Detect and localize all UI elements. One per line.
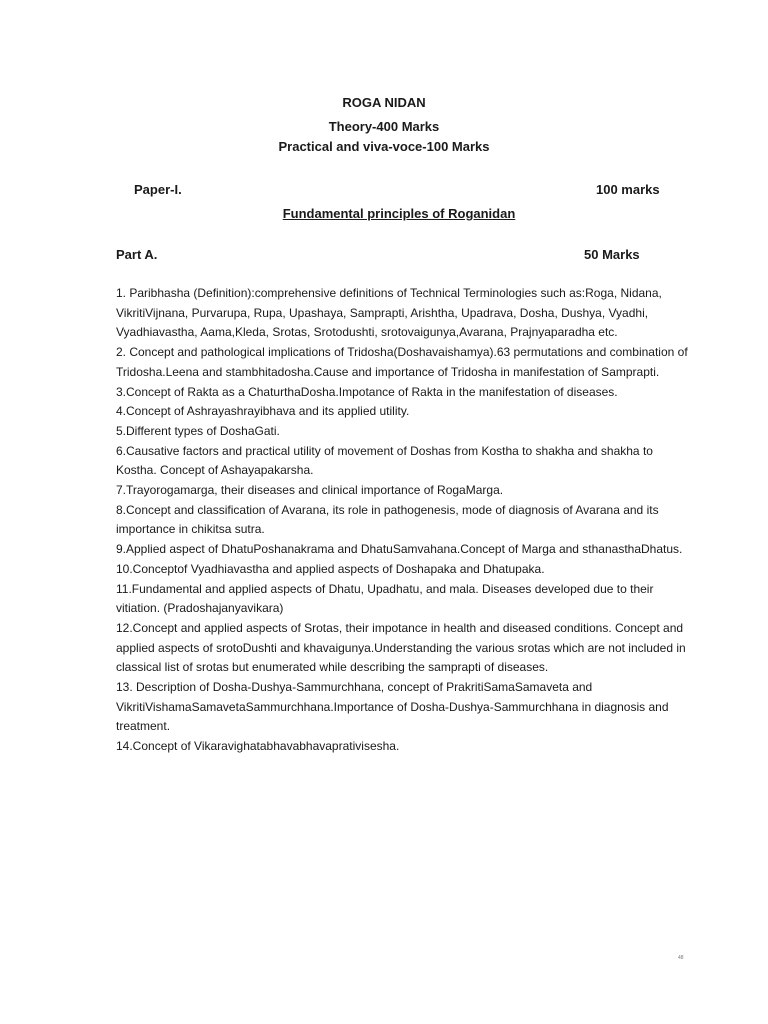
part-marks: 50 Marks xyxy=(584,247,640,262)
paper-label: Paper-I. xyxy=(134,182,182,197)
paper-marks: 100 marks xyxy=(596,182,660,197)
list-item: 3.Concept of Rakta as a ChaturthaDosha.Impotance of Rakta in the manifestation of diseases. xyxy=(116,384,618,399)
syllabus-list xyxy=(116,284,696,757)
list-item: 9.Applied aspect of DhatuPoshanakrama and DhatuSamvahana.Concept of Marga and sthanasthaDhatus. xyxy=(116,542,683,557)
list-item: 2. Concept and pathological implications of Tridosha(Doshavaishamya).63 permutations and combination of Tridosha.Leena and stambhitadosha.Cause and importance of Tridosha in manifestation of Samprapti. xyxy=(116,345,688,379)
list-item: 4.Concept of Ashrayashrayibhava and its applied utility. xyxy=(116,404,410,419)
list-item: 7.Trayorogamarga, their diseases and clinical importance of RogaMarga. xyxy=(116,483,504,498)
part-label: Part A. xyxy=(116,247,158,262)
section-heading: Fundamental principles of Roganidan xyxy=(282,206,516,221)
theory-marks-line: Theory-400 Marks xyxy=(328,119,440,134)
page-number: 48 xyxy=(678,955,684,961)
practical-marks-line: Practical and viva-voce-100 Marks xyxy=(278,139,490,154)
list-item: 5.Different types of DoshaGati. xyxy=(116,423,280,438)
list-item: 12.Concept and applied aspects of Srotas, their impotance in health and diseased conditions. Concept and applied aspects of srotoDushti and khavaigunya.Understanding the various srotas which are not included in classical list of srotas but enumerated while describing the samprapti of diseases. xyxy=(116,620,686,675)
list-item: 13. Description of Dosha-Dushya-Sammurchhana, concept of PrakritiSamaSamaveta and VikritiVishamaSamavetaSammurchhana.Importance of Dosha-Dushya-Sammurchhana in diagnosis and treatment. xyxy=(116,680,669,734)
list-item: 11.Fundamental and applied aspects of Dhatu, Upadhatu, and mala. Diseases developed due to their vitiation. (Pradoshajanyavikara) xyxy=(116,581,654,616)
document-title: ROGA NIDAN xyxy=(342,95,426,110)
list-item: 14.Concept of Vikaravighatabhavabhavaprativisesha. xyxy=(116,739,400,754)
list-item: 10.Conceptof Vyadhiavastha and applied aspects of Doshapaka and Dhatupaka. xyxy=(116,561,545,576)
list-item: 8.Concept and classification of Avarana, its role in pathogenesis, mode of diagnosis of Avarana and its importance in chikitsa sutra. xyxy=(116,502,659,537)
list-item: 6.Causative factors and practical utility of movement of Doshas from Kostha to shakha and shakha to Kostha. Concept of Ashayapakarsha. xyxy=(116,443,653,478)
list-item: 1. Paribhasha (Definition):comprehensive definitions of Technical Terminologies such as:Roga, Nidana, VikritiVijnana, Purvarupa, Rupa, Upashaya, Samprapti, Arishtha, Upadrava, Dosha, Dushya, Vyadhi, Vyadhiavastha, Aama,Kleda, Srotas, Srotodushti, srotovaigunya,Avarana, Prajnyaparadha etc. xyxy=(116,286,662,340)
